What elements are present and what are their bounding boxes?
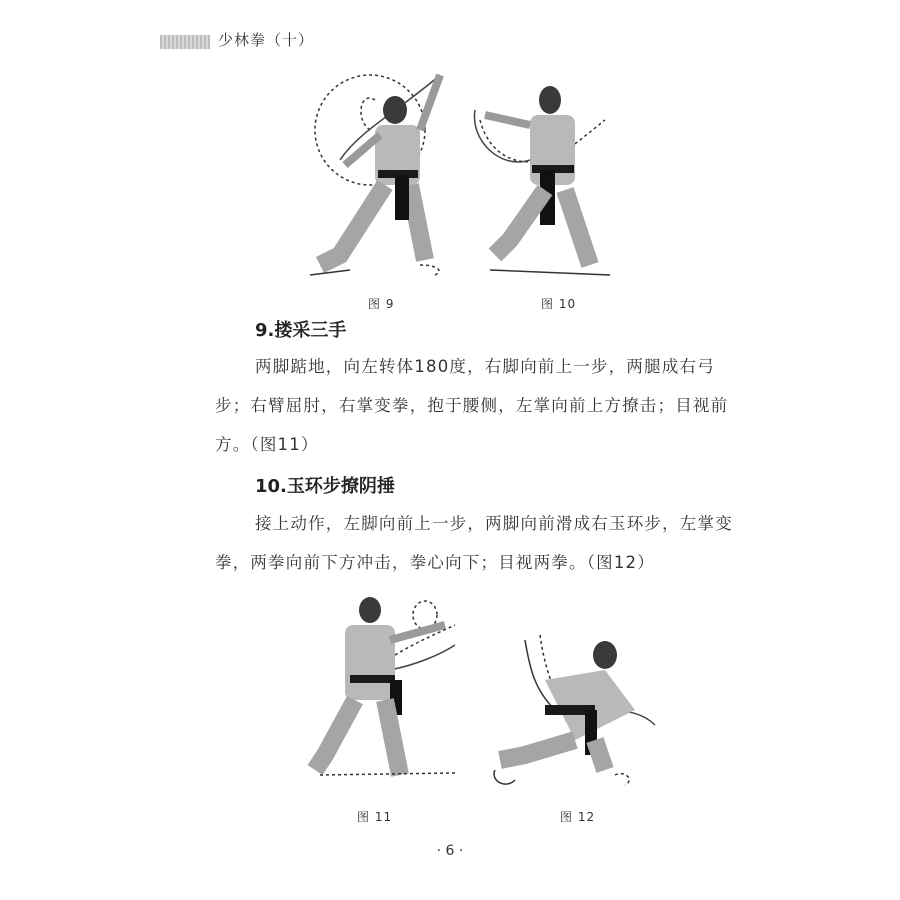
- figure-11-photo: [295, 595, 465, 790]
- figure-10-caption: 图 10: [541, 297, 577, 311]
- section-heading-10: 10.玉环步撩阴捶: [255, 476, 395, 497]
- figure-12-photo: [485, 630, 665, 795]
- figure-10-photo: [470, 80, 620, 280]
- section-text-10: 接上动作，左脚向前上一步，两脚向前滑成右玉环步，左掌变拳，两拳向前下方冲击，拳心向下；目视两拳。（图12）: [215, 514, 733, 572]
- figure-12-caption: 图 12: [560, 810, 596, 824]
- running-header: 少林拳（十）: [218, 31, 315, 49]
- figure-9-caption: 图 9: [368, 297, 395, 311]
- section-text-9: 两脚踮地，向左转体180度，右脚向前上一步，两腿成右弓步；右臂屈肘，右掌变拳，抱于腰侧，左掌向前上方撩击；目视前方。（图11）: [215, 357, 729, 454]
- figure-11-caption: 图 11: [357, 810, 393, 824]
- header-decoration: [160, 35, 210, 49]
- figure-9-photo: [300, 70, 460, 285]
- section-heading-9: 9.搂采三手: [255, 320, 347, 341]
- page-number: · 6 ·: [436, 843, 464, 859]
